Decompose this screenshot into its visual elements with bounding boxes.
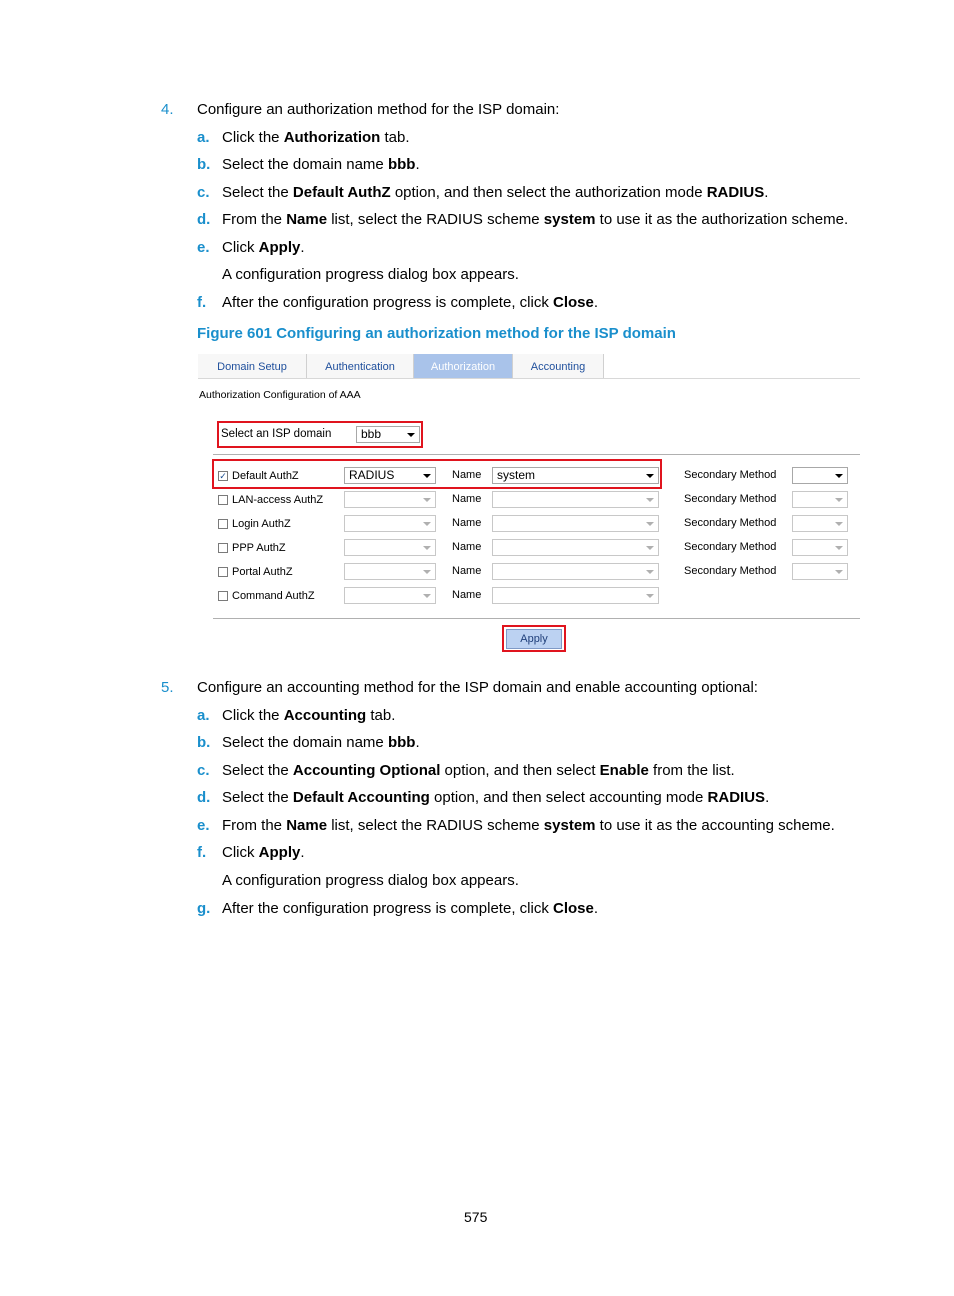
- tab-accounting[interactable]: Accounting: [513, 354, 604, 378]
- substep-letter: c.: [197, 184, 210, 201]
- apply-button[interactable]: Apply: [506, 629, 562, 649]
- portal-authz-checkbox[interactable]: [218, 567, 228, 577]
- substep-letter: a.: [197, 129, 210, 146]
- substep-letter: d.: [197, 789, 211, 806]
- row-label: Portal AuthZ: [232, 566, 293, 578]
- figure-caption: Figure 601 Configuring an authorization method for the ISP domain: [197, 325, 676, 342]
- method-select[interactable]: [344, 539, 436, 556]
- section-title: Authorization Configuration of AAA: [199, 389, 361, 401]
- chevron-down-icon: [835, 546, 843, 550]
- secondary-method-label: Secondary Method: [684, 469, 777, 481]
- chevron-down-icon: [423, 546, 431, 550]
- method-select-value: RADIUS: [349, 468, 395, 482]
- substep-letter: e.: [197, 239, 210, 256]
- row-label: Default AuthZ: [232, 470, 299, 482]
- secondary-method-label: Secondary Method: [684, 541, 777, 553]
- divider: [213, 454, 860, 455]
- name-label: Name: [452, 589, 482, 601]
- chevron-down-icon: [646, 474, 654, 478]
- tab-bar: [198, 354, 860, 379]
- method-select[interactable]: [344, 491, 436, 508]
- substep-text: Select the Default Accounting option, and then select accounting mode RADIUS.: [222, 789, 770, 806]
- chevron-down-icon: [423, 498, 431, 502]
- row-label: LAN-access AuthZ: [232, 494, 324, 506]
- substep-note: A configuration progress dialog box appears.: [222, 872, 519, 889]
- substep-text: From the Name list, select the RADIUS scheme system to use it as the accounting scheme.: [222, 817, 835, 834]
- chevron-down-icon: [835, 522, 843, 526]
- domain-label: Select an ISP domain: [221, 428, 332, 440]
- substep-text: Click Apply.: [222, 844, 305, 861]
- substep-text: Select the Accounting Optional option, and then select Enable from the list.: [222, 762, 735, 779]
- chevron-down-icon: [835, 474, 843, 478]
- chevron-down-icon: [646, 522, 654, 526]
- row-label: Command AuthZ: [232, 590, 315, 602]
- method-select[interactable]: [344, 515, 436, 532]
- substep-note: A configuration progress dialog box appears.: [222, 266, 519, 283]
- name-label: Name: [452, 541, 482, 553]
- substep-text: Click Apply.: [222, 239, 305, 256]
- name-select[interactable]: [492, 467, 659, 484]
- substep-letter: f.: [197, 294, 207, 311]
- chevron-down-icon: [646, 498, 654, 502]
- substep-letter: f.: [197, 844, 207, 861]
- step-4-number: 4.: [161, 101, 174, 118]
- lan-access-authz-checkbox[interactable]: [218, 495, 228, 505]
- secondary-method-label: Secondary Method: [684, 517, 777, 529]
- substep-letter: e.: [197, 817, 210, 834]
- substep-letter: c.: [197, 762, 210, 779]
- name-label: Name: [452, 493, 482, 505]
- name-select-value: system: [497, 468, 536, 482]
- chevron-down-icon: [835, 498, 843, 502]
- name-select[interactable]: [492, 515, 659, 532]
- substep-letter: a.: [197, 707, 210, 724]
- command-authz-checkbox[interactable]: [218, 591, 228, 601]
- name-label: Name: [452, 517, 482, 529]
- substep-text: After the configuration progress is complete, click Close.: [222, 294, 599, 311]
- substep-letter: g.: [197, 900, 211, 917]
- substep-letter: b.: [197, 734, 211, 751]
- domain-select-value: bbb: [361, 427, 382, 441]
- secondary-method-select[interactable]: [792, 491, 848, 508]
- name-label: Name: [452, 565, 482, 577]
- name-select[interactable]: [492, 539, 659, 556]
- substep-text: Select the domain name bbb.: [222, 734, 420, 751]
- row-label: Login AuthZ: [232, 518, 291, 530]
- step-5-text: Configure an accounting method for the ISP domain and enable accounting optional:: [197, 679, 758, 696]
- substep-letter: b.: [197, 156, 211, 173]
- row-label: PPP AuthZ: [232, 542, 286, 554]
- step-5-number: 5.: [161, 679, 174, 696]
- default-authz-checkbox[interactable]: ✓: [219, 471, 227, 481]
- chevron-down-icon: [646, 570, 654, 574]
- substep-text: From the Name list, select the RADIUS scheme system to use it as the authorization scheme.: [222, 211, 849, 228]
- name-select[interactable]: [492, 491, 659, 508]
- substep-text: Click the Accounting tab.: [222, 707, 396, 724]
- secondary-method-label: Secondary Method: [684, 565, 777, 577]
- substep-text: Select the Default AuthZ option, and then select the authorization mode RADIUS.: [222, 184, 769, 201]
- substep-text: Click the Authorization tab.: [222, 129, 410, 146]
- divider: [213, 618, 860, 619]
- secondary-method-select[interactable]: [792, 563, 848, 580]
- tab-domain-setup[interactable]: Domain Setup: [198, 354, 307, 378]
- chevron-down-icon: [423, 570, 431, 574]
- secondary-method-label: Secondary Method: [684, 493, 777, 505]
- page-number: 575: [464, 1209, 488, 1225]
- step-4-text: Configure an authorization method for the ISP domain:: [197, 101, 560, 118]
- chevron-down-icon: [835, 570, 843, 574]
- ppp-authz-checkbox[interactable]: [218, 543, 228, 553]
- login-authz-checkbox[interactable]: [218, 519, 228, 529]
- chevron-down-icon: [423, 594, 431, 598]
- name-select[interactable]: [492, 563, 659, 580]
- tab-authentication[interactable]: Authentication: [307, 354, 414, 378]
- method-select[interactable]: [344, 587, 436, 604]
- chevron-down-icon: [646, 594, 654, 598]
- secondary-method-select[interactable]: [792, 515, 848, 532]
- chevron-down-icon: [407, 433, 415, 437]
- tab-authorization[interactable]: Authorization: [414, 354, 513, 378]
- name-select[interactable]: [492, 587, 659, 604]
- chevron-down-icon: [646, 546, 654, 550]
- chevron-down-icon: [423, 522, 431, 526]
- method-select[interactable]: [344, 563, 436, 580]
- domain-select[interactable]: [356, 426, 420, 443]
- method-select[interactable]: [344, 467, 436, 484]
- substep-text: After the configuration progress is complete, click Close.: [222, 900, 599, 917]
- secondary-method-select[interactable]: [792, 467, 848, 484]
- substep-text: Select the domain name bbb.: [222, 156, 420, 173]
- name-label: Name: [452, 469, 482, 481]
- substep-letter: d.: [197, 211, 211, 228]
- secondary-method-select[interactable]: [792, 539, 848, 556]
- chevron-down-icon: [423, 474, 431, 478]
